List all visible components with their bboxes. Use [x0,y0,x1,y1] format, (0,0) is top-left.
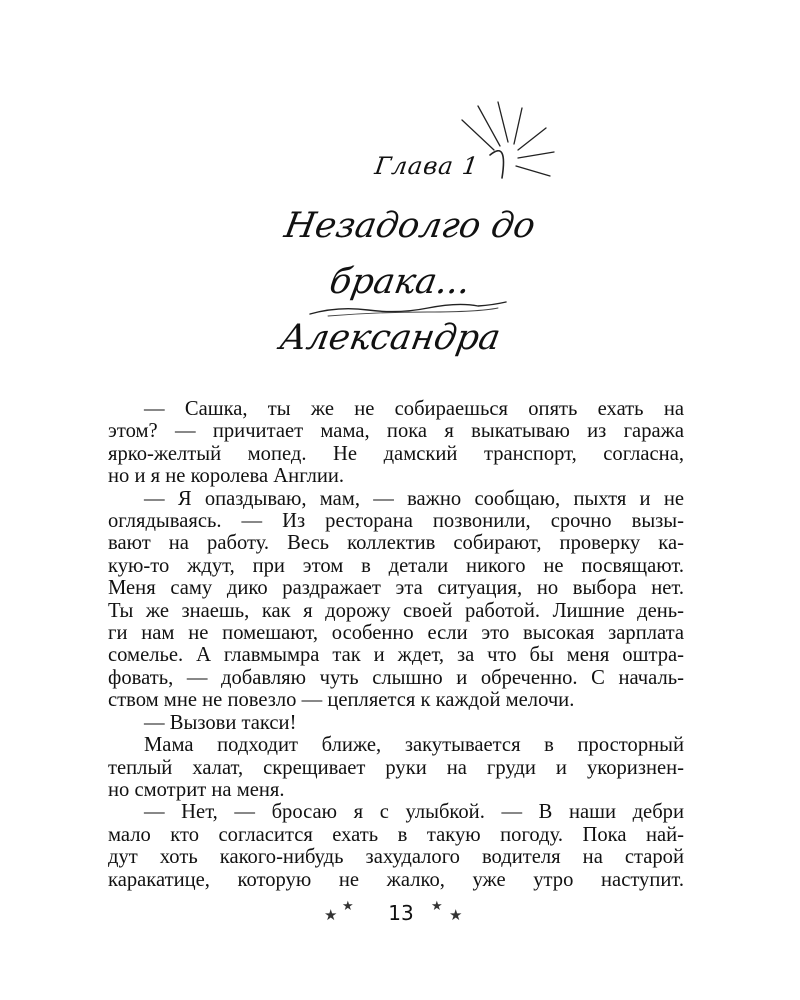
body-text [108,398,684,891]
text-line: — Вызови такси! [144,711,297,734]
chapter-title-line: Незадолго до брака... [281,206,539,302]
text-line: ги нам не помешают, особенно если это высокая зарплата [108,622,684,645]
text-line: ством мне не повезло — цепляется к каждой мелочи. [108,689,575,712]
text-line: вают на работу. Весь коллектив собирают, проверку ка- [108,532,684,555]
paragraph [108,734,684,801]
star-icon: ★ [431,899,443,914]
text-line: кую-то ждут, при этом в детали никого не посвящают. [108,554,684,577]
text-line: Ты же знаешь, как я дорожу своей работой. Лишние день- [108,599,684,622]
squiggle-underline [308,298,508,322]
text-line: — Я опаздываю, мам, — важно сообщаю, пыхтя и не [144,487,684,510]
chapter-title [185,198,615,366]
text-line: ярко-желтый мопед. Не дамский транспорт, согласна, [108,442,684,465]
text-line: — Сашка, ты же не собираешься опять ехать на [144,398,684,420]
chapter-number: Глава 1 [373,152,481,180]
text-line: — Нет, — бросаю я с улыбкой. — В наши дебри [144,801,684,824]
text-line: мало кто согласится ехать в такую погоду. Пока най- [108,823,684,846]
text-line: оглядываясь. — Из ресторана позвонили, срочно вызы- [108,510,684,533]
text-line: каракатице, которую не жалко, уже утро наступит. [108,868,684,891]
star-icon: ★ [324,906,338,924]
text-line: дут хоть какого-нибудь захудалого водителя на старой [108,846,684,869]
star-icon: ★ [449,906,463,924]
text-line: но и я не королева Англии. [108,465,345,488]
chapter-subtitle-line: Александра [276,318,504,358]
star-icon: ★ [342,899,354,914]
page-number: 13 [388,901,414,925]
text-line: теплый халат, скрещивает руки на груди и укоризнен- [108,756,684,779]
paragraph [108,801,684,891]
text-line: сомелье. А главмымра так и ждет, за что бы меня оштра- [108,644,684,667]
text-line: фовать, — добавляю чуть слышно и обреченно. С началь- [108,666,684,689]
paragraph [108,398,684,488]
paragraph [108,488,684,712]
paragraph [108,712,684,734]
text-line: но смотрит на меня. [108,778,285,801]
text-line: Мама подходит ближе, закутывается в просторный [144,734,684,757]
page-footer [0,900,800,940]
text-line: этом? — причитает мама, пока я выкатываю из гаража [108,420,684,443]
text-line: Меня саму дико раздражает эта ситуация, но выбора нет. [108,577,684,600]
